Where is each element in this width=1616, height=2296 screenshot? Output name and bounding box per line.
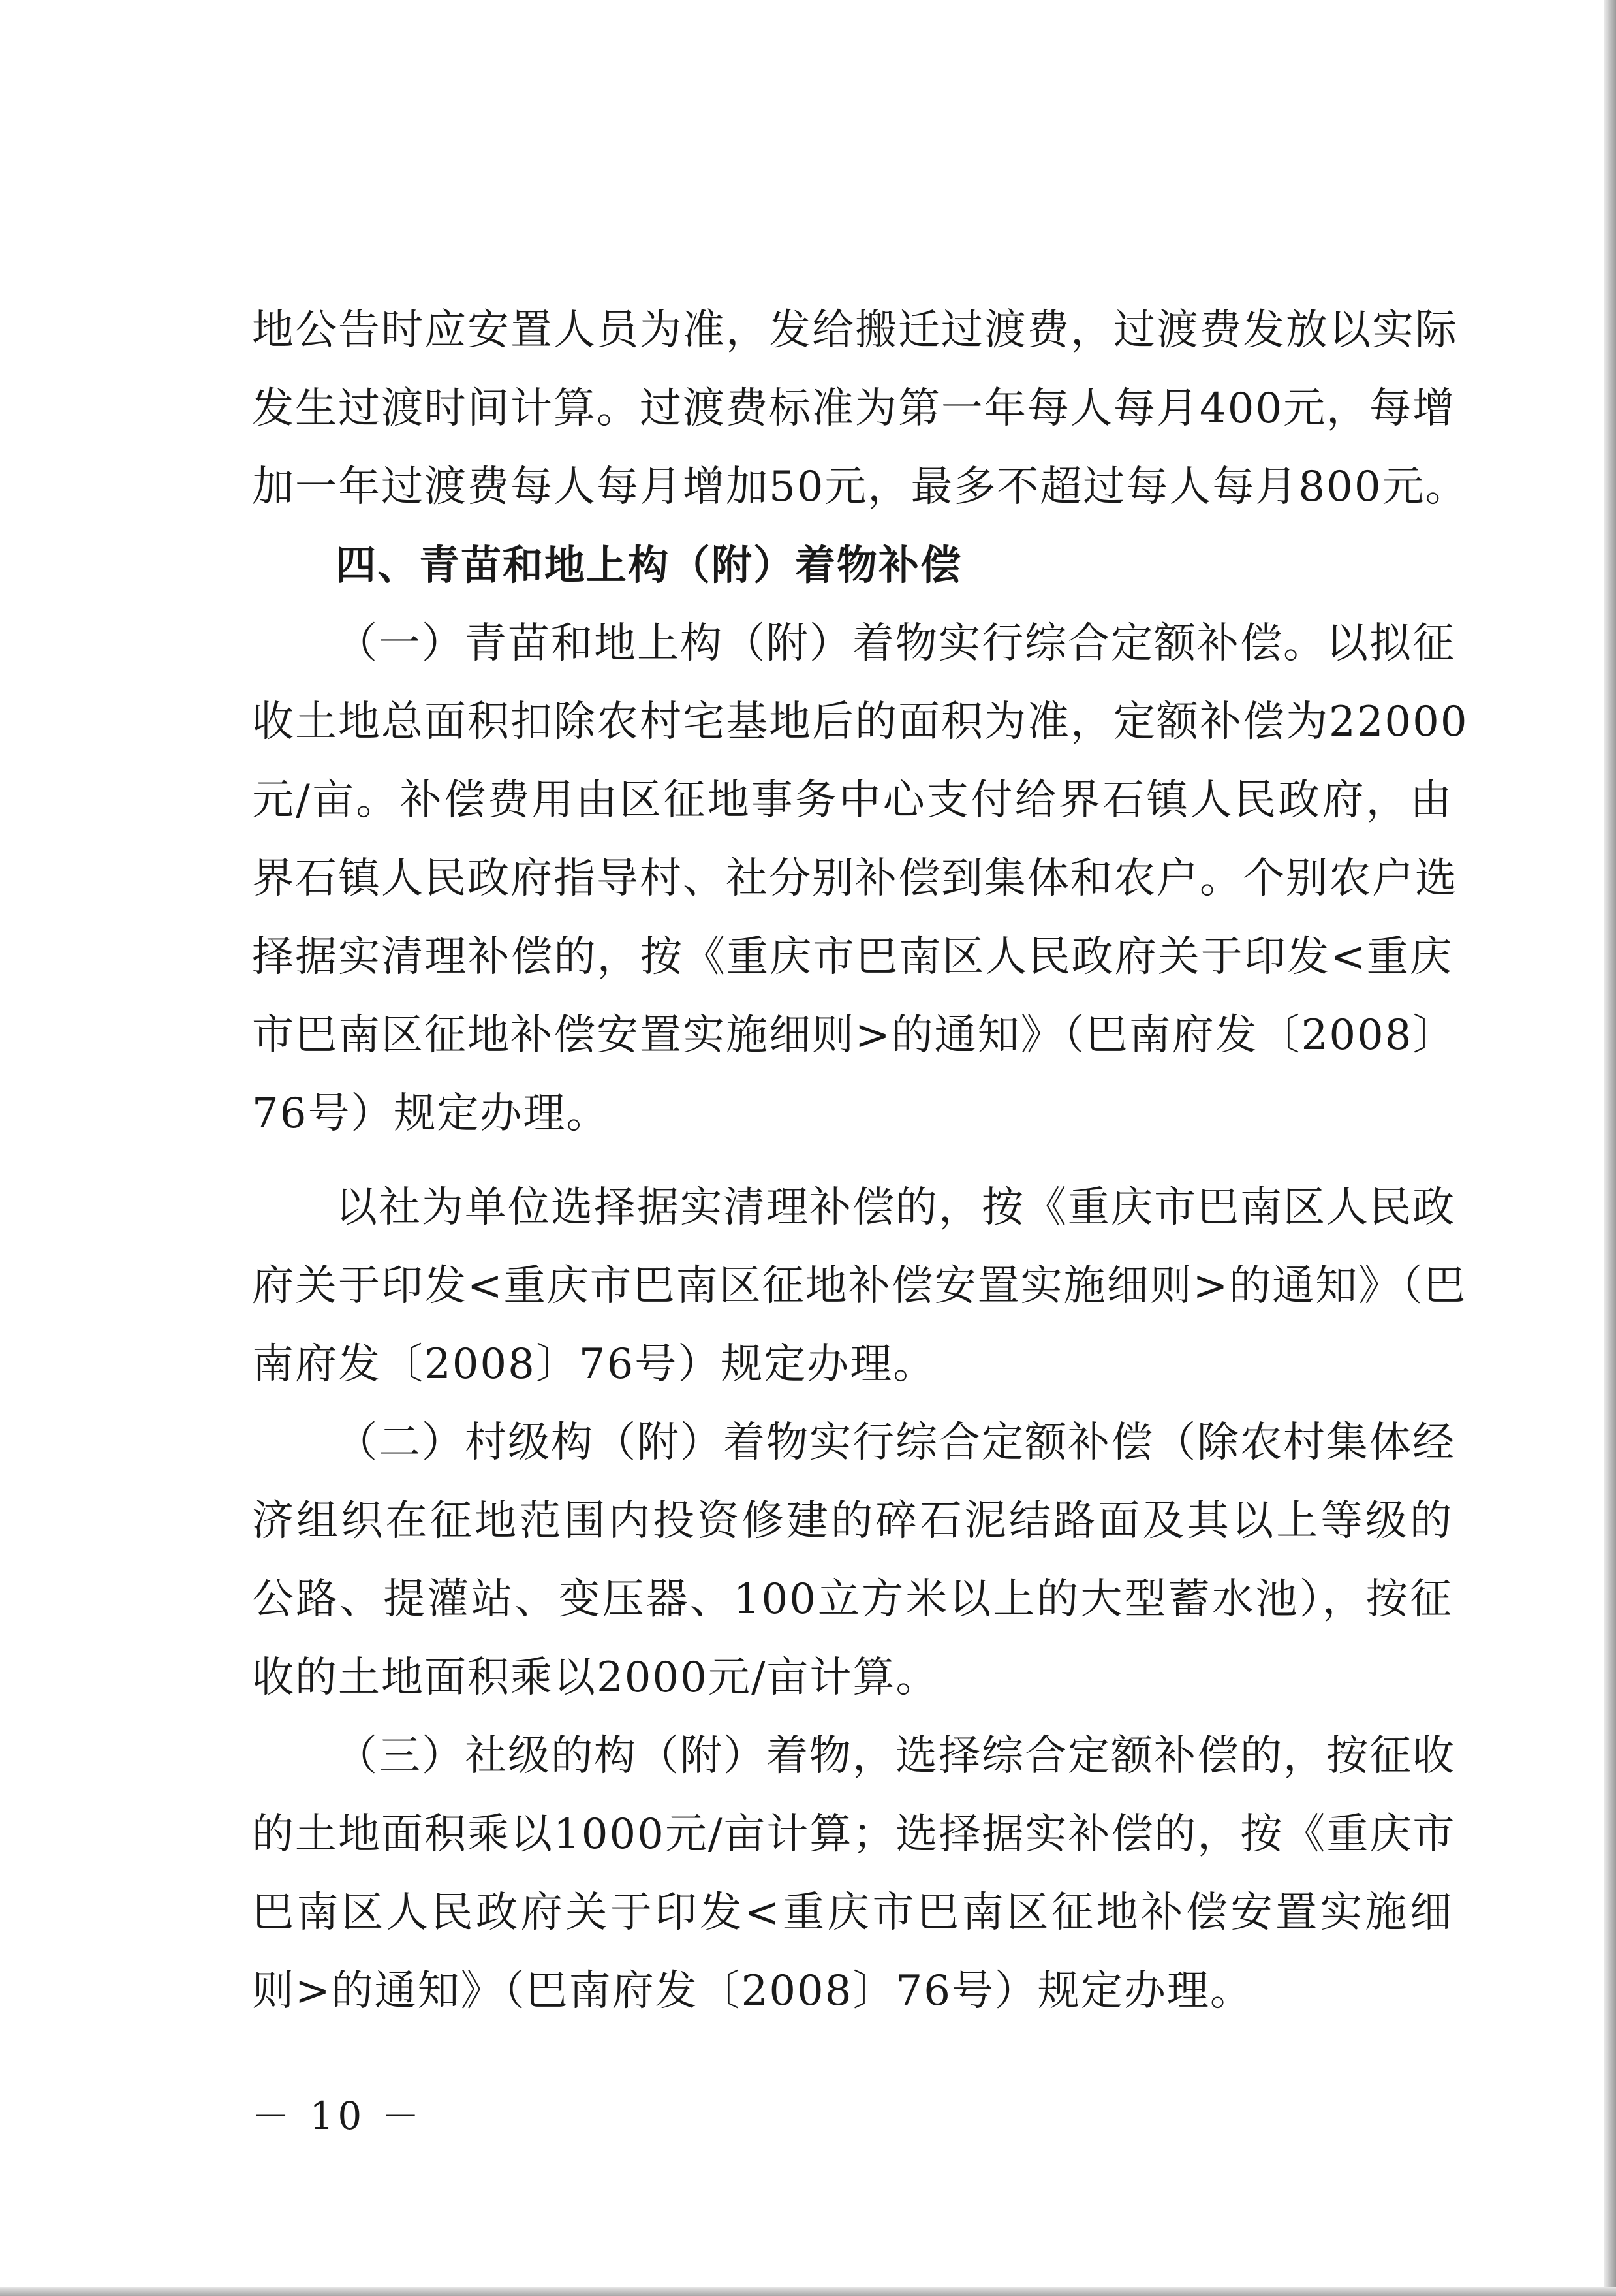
page-number: － 10 －: [252, 2094, 424, 2138]
body-line: 收的土地面积乘以2000元/亩计算。: [252, 1654, 939, 1702]
scan-edge-right: [1604, 0, 1616, 2296]
paragraph-start-line: （三）社级的构（附）着物，选择综合定额补偿的，按征收: [335, 1732, 1455, 1780]
body-line: 收土地总面积扣除农村宅基地后的面积为准，定额补偿为22000: [252, 698, 1468, 746]
body-line: 济组织在征地范围内投资修建的碎石泥结路面及其以上等级的: [252, 1497, 1453, 1545]
body-line: 的土地面积乘以1000元/亩计算；选择据实补偿的，按《重庆市: [252, 1810, 1456, 1859]
body-line: 市巴南区征地补偿安置实施细则>的通知》（巴南府发〔2008〕: [252, 1011, 1456, 1060]
body-line: 则>的通知》（巴南府发〔2008〕76号）规定办理。: [252, 1967, 1253, 2015]
body-line: 界石镇人民政府指导村、社分别补偿到集体和农户。个别农户选: [252, 855, 1458, 903]
body-line: 元/亩。补偿费用由区征地事务中心支付给界石镇人民政府，由: [252, 776, 1453, 825]
paragraph-start-line: （一）青苗和地上构（附）着物实行综合定额补偿。以拟征: [335, 620, 1455, 668]
body-line: 地公告时应安置人员为准，发给搬迁过渡费，过渡费发放以实际: [252, 306, 1458, 354]
body-line: 择据实清理补偿的，按《重庆市巴南区人民政府关于印发<重庆: [252, 933, 1453, 981]
body-line: 76号）规定办理。: [252, 1090, 610, 1138]
section-heading: 四、青苗和地上构（附）着物补偿: [335, 541, 963, 589]
body-line: 加一年过渡费每人每月增加50元，最多不超过每人每月800元。: [252, 463, 1468, 511]
body-line: 公路、提灌站、变压器、100立方米以上的大型蓄水池），按征: [252, 1575, 1453, 1624]
scan-edge-bottom: [0, 2287, 1616, 2296]
body-line: 发生过渡时间计算。过渡费标准为第一年每人每月400元，每增: [252, 385, 1456, 433]
body-line: 南府发〔2008〕76号）规定办理。: [252, 1340, 937, 1389]
paragraph-start-line: 以社为单位选择据实清理补偿的，按《重庆市巴南区人民政: [335, 1184, 1455, 1232]
body-line: 府关于印发<重庆市巴南区征地补偿安置实施细则>的通知》（巴: [252, 1262, 1467, 1310]
paragraph-start-line: （二）村级构（附）着物实行综合定额补偿（除农村集体经: [335, 1419, 1455, 1467]
body-line: 巴南区人民政府关于印发<重庆市巴南区征地补偿安置实施细: [252, 1889, 1453, 1937]
